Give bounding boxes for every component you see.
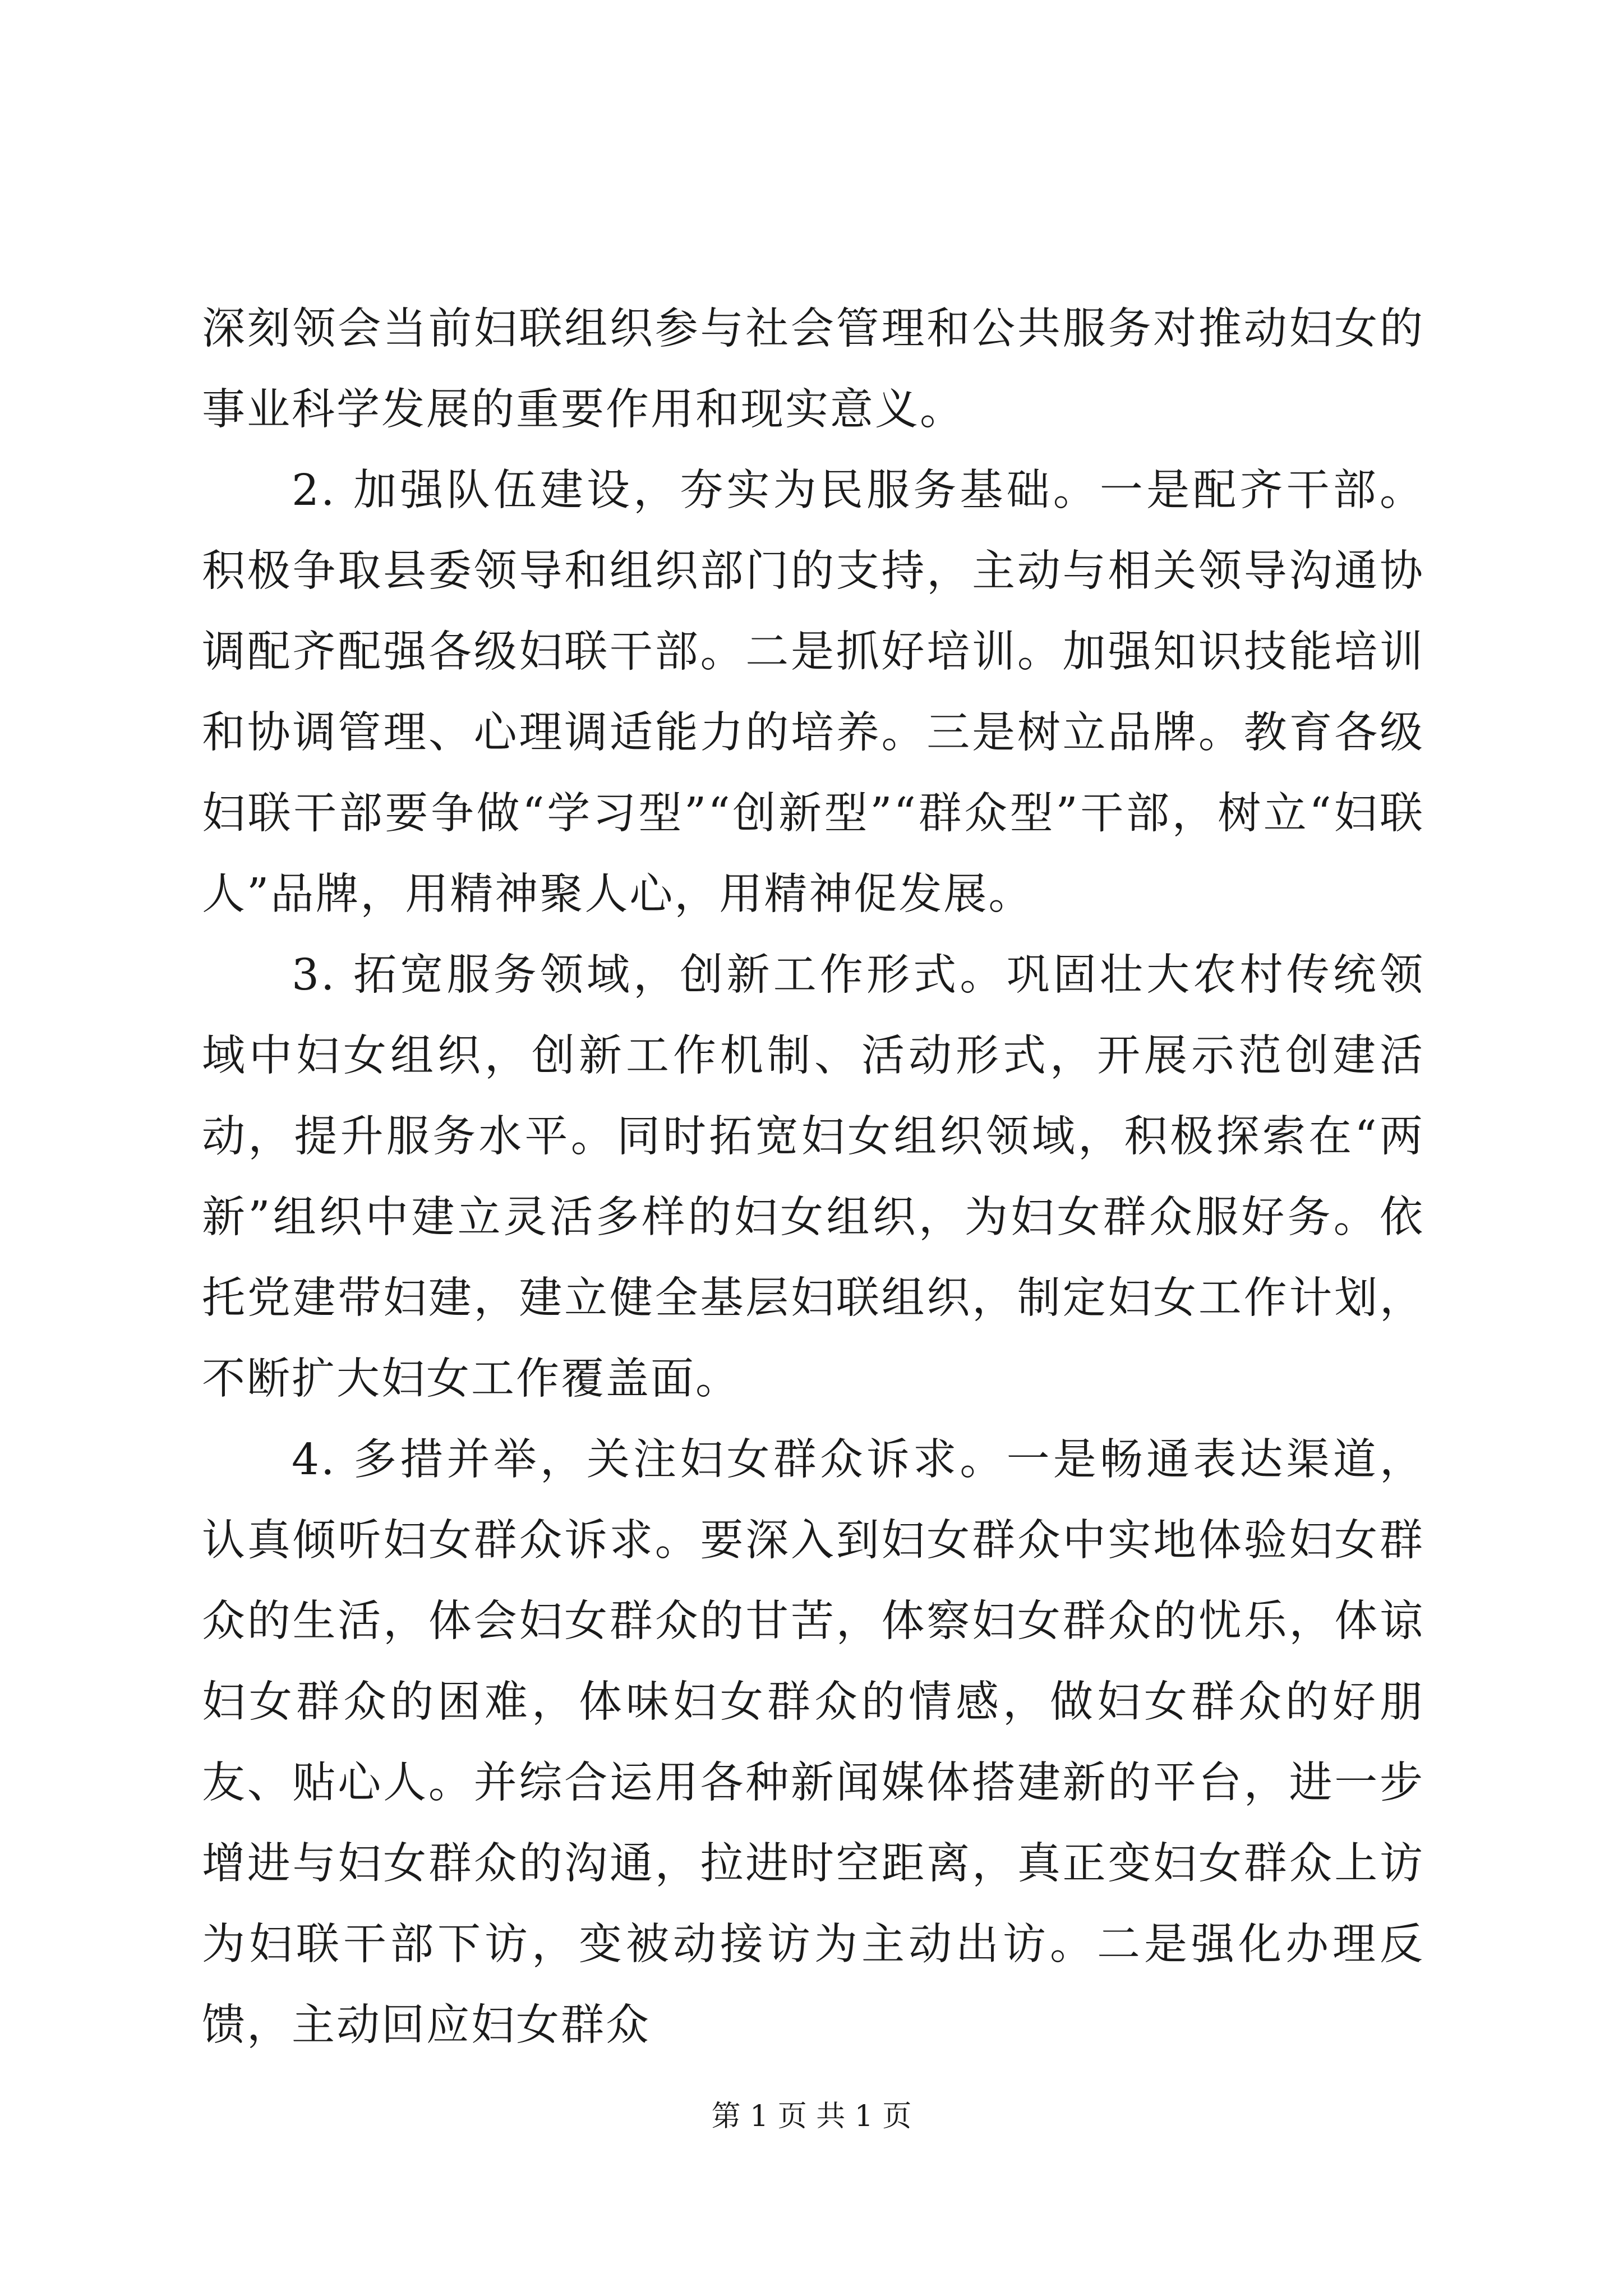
paragraph-2: 2. 加强队伍建设，夯实为民服务基础。一是配齐干部。积极争取县委领导和组织部门的支持，主动与相关领导沟通协调配齐配强各级妇联干部。二是抓好培训。加强知识技能培训和协调管理、心理调适能力的培养。三是树立品牌。教育各级妇联干部要争做“学习型”“创新型”“群众型”干部，树立“妇联人”品牌，用精神聚人心，用精神促发展。 [202, 466, 1424, 919]
document-body [202, 289, 1424, 2066]
paragraph-3: 3. 拓宽服务领域，创新工作形式。巩固壮大农村传统领域中妇女组织，创新工作机制、活动形式，开展示范创建活动，提升服务水平。同时拓宽妇女组织领域，积极探索在“两新”组织中建立灵活多样的妇女组织，为妇女群众服好务。依托党建带妇建，建立健全基层妇联组织，制定妇女工作计划，不断扩大妇女工作覆盖面。 [202, 950, 1424, 1404]
paragraph-1: 深刻领会当前妇联组织参与社会管理和公共服务对推动妇女的事业科学发展的重要作用和现实意义。 [202, 304, 1424, 435]
paragraph-4: 4. 多措并举，关注妇女群众诉求。一是畅通表达渠道，认真倾听妇女群众诉求。要深入到妇女群众中实地体验妇女群众的生活，体会妇女群众的甘苦，体察妇女群众的忧乐，体谅妇女群众的困难，体味妇女群众的情感，做妇女群众的好朋友、贴心人。并综合运用各种新闻媒体搭建新的平台，进一步增进与妇女群众的沟通，拉进时空距离，真正变妇女群众上访为妇联干部下访，变被动接访为主动出访。二是强化办理反馈，主动回应妇女群众 [202, 1435, 1424, 2050]
page-footer: 第 1 页 共 1 页 [711, 2100, 912, 2133]
